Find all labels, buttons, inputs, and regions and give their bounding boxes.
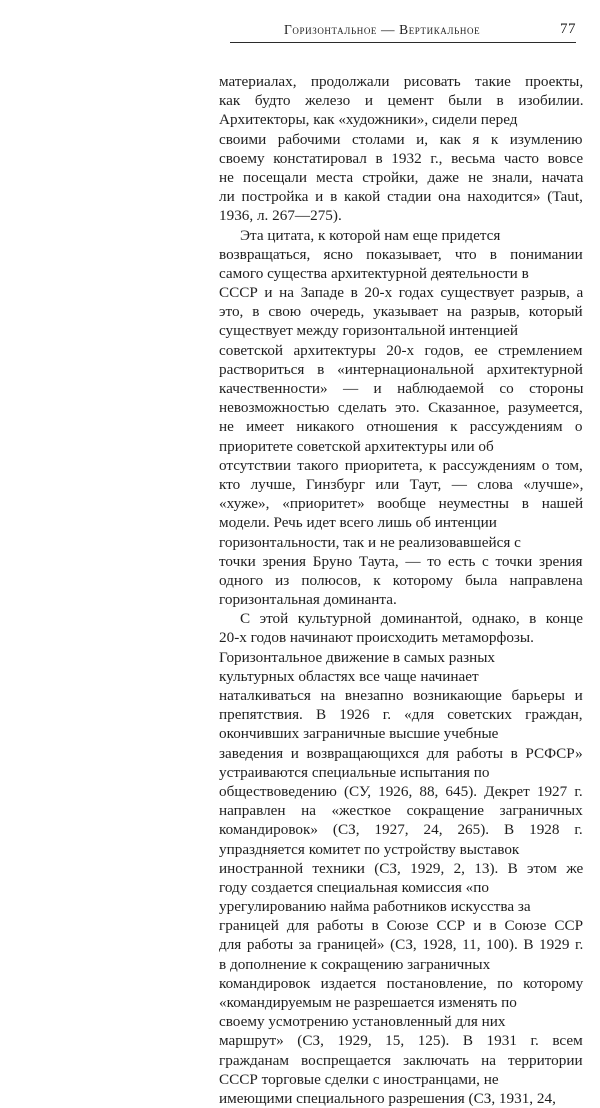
text-line: своему констатировал в 1932 г., весьма часто вовсе (219, 149, 584, 167)
running-head: Горизонтальное — Вертикальное (284, 22, 481, 37)
text-line: как будто железо и цемент были в изобилии. (219, 92, 584, 110)
text-line: своему усмотрению установленный для них (219, 1013, 506, 1031)
text-line: не имеет никакого отношения к рассуждениям о (219, 418, 583, 436)
text-line: препятствия. В 1926 г. «для советских граждан, (219, 706, 583, 724)
text-line: Архитекторы, как «художники», сидели перед (219, 111, 518, 129)
text-line: 20-х годов начинают происходить метаморфозы. (219, 629, 534, 647)
text-line: границей для работы в Союзе ССР и в Союзе ССР (219, 917, 584, 935)
text-line: одного из полюсов, к которому была направлена (219, 571, 583, 589)
text-line: СССР и на Западе в 20-х годах существует разрыв, а (219, 284, 584, 302)
text-line: горизонтальности, так и не реализовавшейся с (219, 533, 521, 551)
text-line: направлен на «жесткое сокращение заграничных (219, 802, 583, 820)
text-line: наталкиваться на внезапно возникающие барьеры и (219, 687, 583, 704)
text-line: самого существа архитектурной деятельности в (219, 264, 529, 282)
text-line: Горизонтальное движение в самых разных (219, 648, 495, 666)
text-line: гражданам воспрещается заключать на территории (219, 1051, 583, 1069)
text-line: это, в свою очередь, указывает на разрыв, который (219, 303, 583, 321)
text-line: в дополнение к сокращению заграничных (219, 955, 491, 973)
text-line: культурных областях все чаще начинает (219, 667, 479, 685)
text-line: СССР торговые сделки с иностранцами, не (219, 1070, 499, 1088)
text-line: имеющими специального разрешения (СЗ, 1931, 24, (219, 1089, 556, 1107)
text-line: ли постройка и в какой стадии она находится» (Taut, (219, 188, 583, 206)
text-line: окончивших заграничные высшие учебные (219, 725, 499, 743)
text-line: своими рабочими столами и, как я к изумлению (219, 130, 583, 148)
text-line: заведения и возвращающихся для работы в РСФСР» (219, 744, 583, 762)
text-line: горизонтальная доминанта. (219, 591, 397, 609)
text-line: командировок» (СЗ, 1927, 24, 265). В 1928 г. (219, 821, 583, 839)
text-line: урегулированию найма работников искусства за (219, 898, 531, 916)
paragraph-first-line: Эта цитата, к которой нам еще придется (240, 226, 501, 244)
text-line: материалах, продолжали рисовать такие проекты, (219, 73, 584, 90)
text-line: 1936, л. 267—275). (219, 207, 342, 225)
text-line: «хуже», «приоритет» вообще неуместны в нашей (219, 495, 584, 513)
paragraph-first-line: С этой культурной доминантой, однако, в конце (240, 610, 583, 628)
text-line: обществоведению (СУ, 1926, 88, 645). Декрет 1927 г. (219, 782, 583, 800)
text-line: иностранной техники (СЗ, 1929, 2, 13). В этом же (219, 859, 584, 877)
text-line: точки зрения Бруно Таута, — то есть с точки зрения (219, 552, 583, 570)
text-line: году создается специальная комиссия «по (219, 878, 489, 896)
page-header (230, 20, 576, 43)
text-line: советской архитектуры 20-х годов, ее стремлением (219, 341, 583, 359)
text-line: для работы за границей» (СЗ, 1928, 11, 100). В 1929 г. (219, 936, 584, 954)
text-line: приоритете советской архитектуры или об (219, 437, 494, 455)
text-line: «командируемым не разрешается изменять по (219, 994, 517, 1011)
text-line: кто лучше, Гинзбург или Таут, — слова «лучше», (219, 475, 584, 493)
text-line: устраиваются специальные испытания по (219, 763, 490, 781)
text-line: отсутствии такого приоритета, к рассуждениям о том, (219, 456, 583, 474)
text-line: качественности» — и наблюдаемой со стороны (219, 380, 584, 397)
text-line: существует между горизонтальной интенцией (219, 322, 519, 340)
body-text (219, 72, 583, 1108)
text-line: модели. Речь идет всего лишь об интенции (219, 514, 497, 532)
text-line: командировок издается постановление, по которому (219, 974, 584, 992)
text-line: не посещали места стройки, даже не знали, начата (219, 168, 584, 186)
text-line: раствориться в «интернациональной архитектурной (219, 360, 583, 378)
page-number: 77 (560, 21, 576, 37)
text-line: невозможностью сделать это. Сказанное, разумеется, (219, 399, 583, 417)
text-line: возвращаться, ясно показывает, что в понимании (219, 245, 583, 263)
text-line: маршрут» (СЗ, 1929, 15, 125). В 1931 г. всем (219, 1032, 583, 1050)
text-line: упраздняется комитет по устройству выставок (219, 840, 520, 858)
